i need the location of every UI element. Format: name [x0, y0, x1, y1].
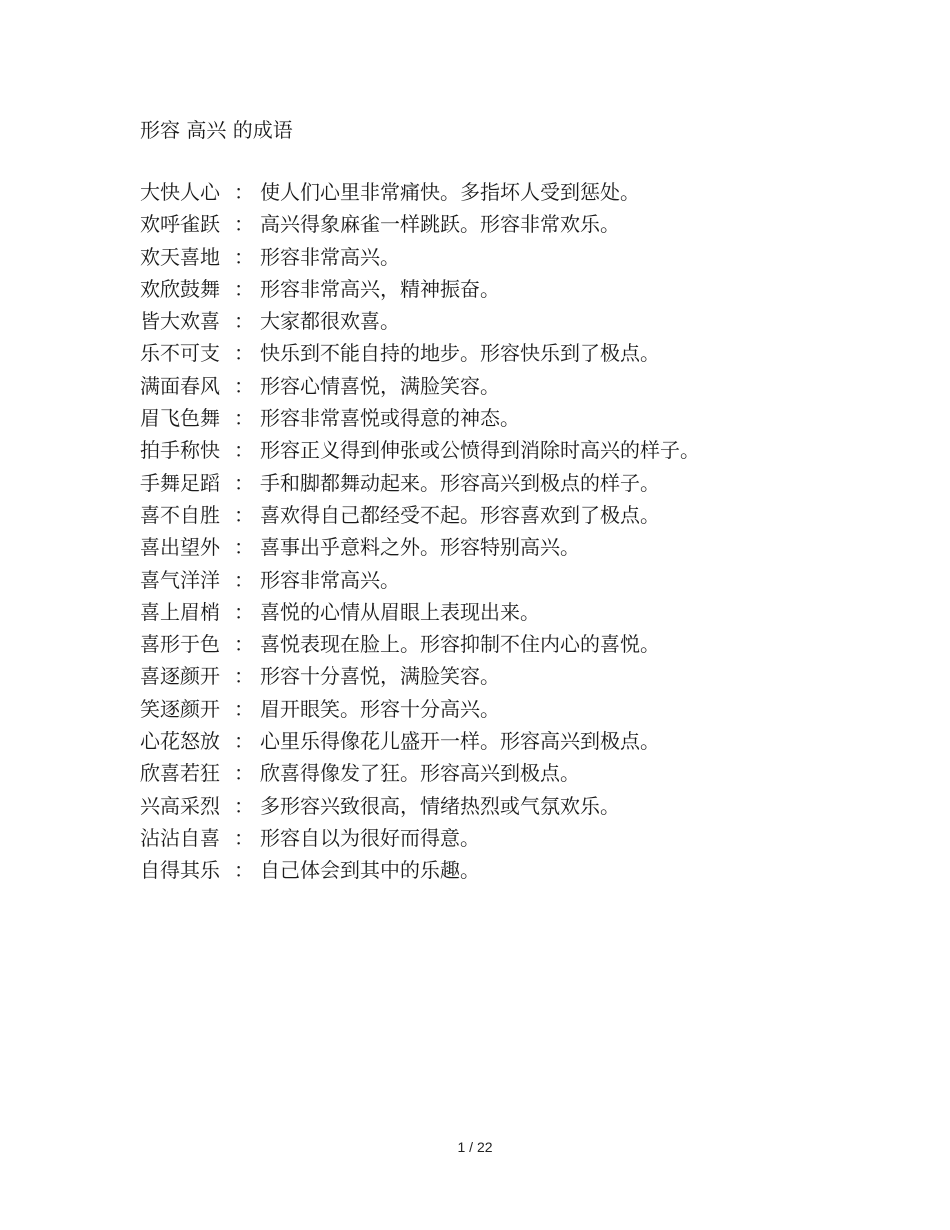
idiom-definition: 喜悦表现在脸上。形容抑制不住内心的喜悦。 — [260, 632, 660, 657]
idiom-row — [140, 370, 700, 402]
idiom-definition: 欣喜得像发了狂。形容高兴到极点。 — [260, 761, 580, 786]
idiom-separator: ： — [234, 664, 254, 689]
idiom-term: 喜不自胜 — [140, 502, 220, 527]
idiom-row — [140, 531, 700, 563]
idiom-definition: 心里乐得像花儿盛开一样。形容高兴到极点。 — [260, 729, 660, 754]
idiom-term: 眉飞色舞 — [140, 406, 220, 431]
idiom-definition: 形容正义得到伸张或公愤得到消除时高兴的样子。 — [260, 438, 700, 463]
page-number: 1 / 22 — [457, 1139, 493, 1155]
idiom-definition: 大家都很欢喜。 — [260, 309, 400, 334]
idiom-definition: 形容十分喜悦，满脸笑容。 — [260, 664, 500, 689]
idiom-definition: 高兴得象麻雀一样跳跃。形容非常欢乐。 — [260, 212, 620, 237]
idiom-separator: ： — [234, 729, 254, 754]
idiom-list — [140, 176, 700, 887]
idiom-separator: ： — [234, 567, 254, 592]
idiom-row — [140, 176, 700, 208]
idiom-term: 喜形于色 — [140, 632, 220, 657]
idiom-definition: 喜欢得自己都经受不起。形容喜欢到了极点。 — [260, 502, 660, 527]
idiom-term: 兴高采烈 — [140, 793, 220, 818]
idiom-definition: 形容非常高兴，精神振奋。 — [260, 276, 500, 301]
idiom-separator: ： — [234, 244, 254, 269]
idiom-row — [140, 305, 700, 337]
idiom-separator: ： — [234, 180, 254, 204]
idiom-row — [140, 273, 700, 305]
idiom-separator: ： — [234, 373, 254, 398]
idiom-row — [140, 790, 700, 822]
idiom-row — [140, 660, 700, 692]
idiom-term: 自得其乐 — [140, 858, 220, 883]
idiom-definition: 形容自以为很好而得意。 — [260, 825, 480, 850]
idiom-row — [140, 757, 700, 789]
idiom-row — [140, 208, 700, 240]
idiom-definition: 快乐到不能自持的地步。形容快乐到了极点。 — [260, 341, 660, 366]
idiom-definition: 自己体会到其中的乐趣。 — [260, 858, 480, 883]
idiom-row — [140, 434, 700, 466]
idiom-separator: ： — [234, 793, 254, 818]
idiom-term: 心花怒放 — [140, 729, 220, 754]
idiom-row — [140, 564, 700, 596]
idiom-separator: ： — [234, 858, 254, 883]
idiom-definition: 形容非常喜悦或得意的神态。 — [260, 406, 520, 431]
idiom-separator: ： — [234, 696, 254, 721]
idiom-definition: 喜事出乎意料之外。形容特别高兴。 — [260, 535, 580, 560]
idiom-term: 手舞足蹈 — [140, 470, 220, 495]
idiom-definition: 多形容兴致很高，情绪热烈或气氛欢乐。 — [260, 793, 620, 818]
idiom-term: 皆大欢喜 — [140, 309, 220, 334]
idiom-term: 喜出望外 — [140, 535, 220, 560]
idiom-term: 喜气洋洋 — [140, 567, 220, 592]
document-title: 形容 高兴 的成语 — [140, 118, 293, 142]
idiom-definition: 喜悦的心情从眉眼上表现出来。 — [260, 599, 540, 624]
idiom-definition: 眉开眼笑。形容十分高兴。 — [260, 696, 500, 721]
idiom-separator: ： — [234, 276, 254, 301]
idiom-row — [140, 822, 700, 854]
idiom-term: 拍手称快 — [140, 438, 220, 463]
idiom-row — [140, 499, 700, 531]
idiom-definition: 使人们心里非常痛快。多指坏人受到惩处。 — [260, 180, 640, 204]
idiom-term: 喜上眉梢 — [140, 599, 220, 624]
idiom-separator: ： — [234, 212, 254, 237]
idiom-row — [140, 628, 700, 660]
idiom-term: 欢呼雀跃 — [140, 212, 220, 237]
idiom-term: 沾沾自喜 — [140, 825, 220, 850]
idiom-row — [140, 596, 700, 628]
idiom-row — [140, 402, 700, 434]
idiom-separator: ： — [234, 825, 254, 850]
idiom-row — [140, 337, 700, 369]
idiom-definition: 形容心情喜悦，满脸笑容。 — [260, 373, 500, 398]
idiom-separator: ： — [234, 599, 254, 624]
idiom-separator: ： — [234, 406, 254, 431]
idiom-term: 欢天喜地 — [140, 244, 220, 269]
idiom-row — [140, 854, 700, 886]
idiom-term: 满面春风 — [140, 373, 220, 398]
idiom-separator: ： — [234, 502, 254, 527]
idiom-row — [140, 241, 700, 273]
idiom-separator: ： — [234, 470, 254, 495]
idiom-term: 笑逐颜开 — [140, 696, 220, 721]
idiom-row — [140, 467, 700, 499]
idiom-separator: ： — [234, 632, 254, 657]
idiom-separator: ： — [234, 535, 254, 560]
idiom-definition: 形容非常高兴。 — [260, 567, 400, 592]
idiom-term: 大快人心 — [140, 180, 220, 204]
idiom-term: 欢欣鼓舞 — [140, 276, 220, 301]
idiom-definition: 形容非常高兴。 — [260, 244, 400, 269]
idiom-row — [140, 725, 700, 757]
idiom-definition: 手和脚都舞动起来。形容高兴到极点的样子。 — [260, 470, 660, 495]
idiom-term: 乐不可支 — [140, 341, 220, 366]
idiom-separator: ： — [234, 761, 254, 786]
idiom-row — [140, 693, 700, 725]
idiom-term: 欣喜若狂 — [140, 761, 220, 786]
idiom-separator: ： — [234, 438, 254, 463]
idiom-term: 喜逐颜开 — [140, 664, 220, 689]
idiom-separator: ： — [234, 309, 254, 334]
idiom-separator: ： — [234, 341, 254, 366]
